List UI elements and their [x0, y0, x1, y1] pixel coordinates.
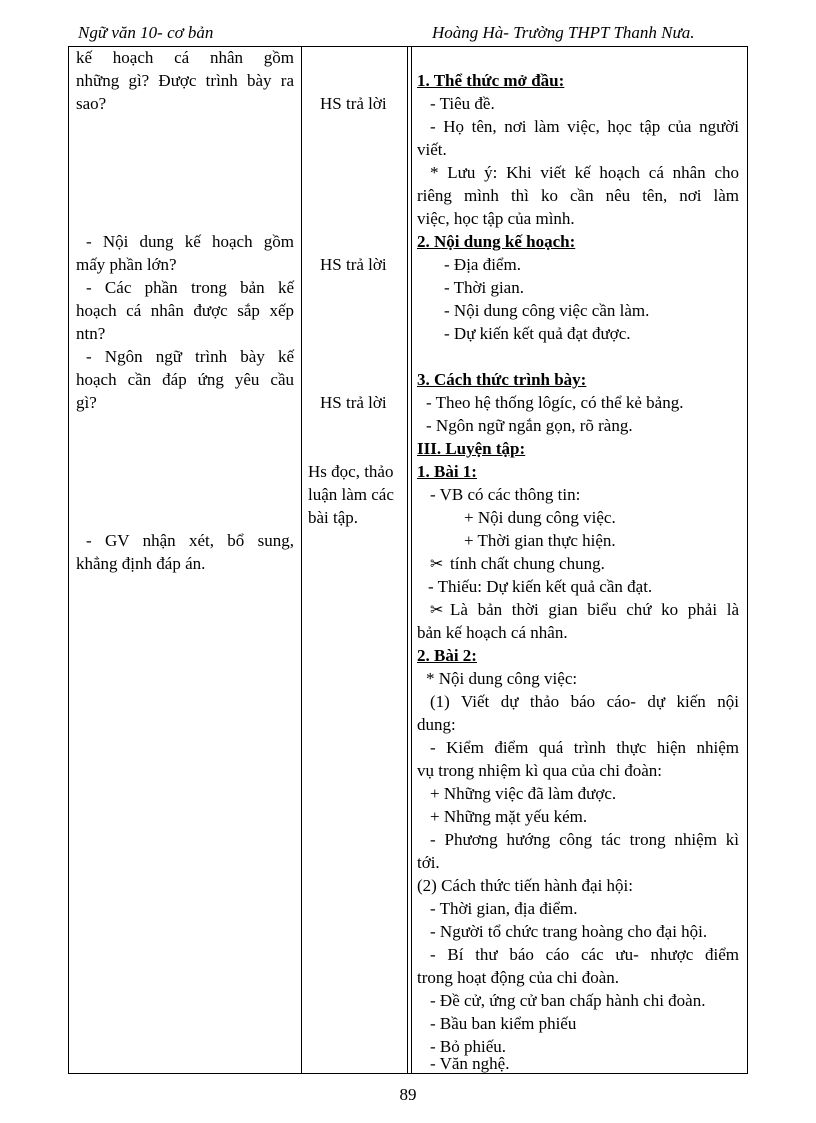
content-line: riêng mình thì ko cần nêu tên, nơi làm — [417, 186, 739, 205]
content-line: - Nội dung công việc cần làm. — [444, 301, 650, 320]
content-line: - Phương hướng công tác trong nhiệm kì — [430, 830, 739, 849]
section-title: 1. Thể thức mở đầu: — [417, 71, 565, 90]
question-line: - Nội dung kế hoạch gồm — [86, 232, 294, 251]
page-number: 89 — [399, 1085, 417, 1104]
section-title: 2. Nội dung kế hoạch: — [417, 232, 576, 251]
section-title: 3. Cách thức trình bày: — [417, 370, 587, 389]
content-line: - Địa điểm. — [444, 255, 521, 274]
content-line: ✂ tính chất chung chung. — [430, 554, 605, 573]
column-divider — [301, 46, 302, 1074]
content-line: - Thời gian. — [444, 278, 524, 297]
question-line: sao? — [76, 94, 107, 113]
question-line: khẳng định đáp án. — [76, 554, 206, 573]
content-line: trong hoạt động của chi đoàn. — [417, 968, 620, 987]
section-title: III. Luyện tập: — [417, 439, 526, 458]
content-line: + Nội dung công việc. — [464, 508, 616, 527]
content-line: - VB có các thông tin: — [430, 485, 581, 504]
column-divider — [407, 46, 408, 1074]
exercise-title: 1. Bài 1: — [417, 462, 477, 481]
content-line: - Dự kiến kết quả đạt được. — [444, 324, 631, 343]
content-line: * Nội dung công việc: — [426, 669, 578, 688]
content-line: - Họ tên, nơi làm việc, học tập của người — [430, 117, 739, 136]
student-activity: HS trả lời — [320, 255, 387, 274]
student-activity: luận làm các — [308, 485, 394, 504]
question-line: hoạch cần đáp ứng yêu cầu — [76, 370, 294, 389]
scissors-icon: ✂ — [430, 554, 444, 573]
content-line: + Thời gian thực hiện. — [464, 531, 616, 550]
student-activity: Hs đọc, thảo — [308, 462, 394, 481]
question-line: - Ngôn ngữ trình bày kế — [86, 347, 294, 366]
column-divider — [411, 46, 412, 1074]
content-line: tới. — [417, 853, 440, 872]
scissors-icon: ✂ — [430, 600, 444, 619]
question-line: - GV nhận xét, bổ sung, — [86, 531, 294, 550]
student-activity: bài tập. — [308, 508, 359, 527]
header-subject: Ngữ văn 10- cơ bản — [78, 23, 214, 42]
content-line: - Bỏ phiếu. — [430, 1037, 507, 1056]
exercise-title: 2. Bài 2: — [417, 646, 477, 665]
content-line: - Bí thư báo cáo các ưu- nhược điểm — [430, 945, 739, 964]
question-line: - Các phần trong bản kế — [86, 278, 294, 297]
question-line: ntn? — [76, 324, 106, 343]
content-line: * Lưu ý: Khi viết kế hoạch cá nhân cho — [430, 163, 739, 182]
content-line: việc, học tập của mình. — [417, 209, 575, 228]
content-line: (1) Viết dự thảo báo cáo- dự kiến nội — [430, 692, 739, 711]
header-author: Hoàng Hà- Trường THPT Thanh Nưa. — [432, 23, 695, 42]
question-line: gì? — [76, 393, 97, 412]
content-line: + Những mặt yếu kém. — [430, 807, 588, 826]
content-line: - Bầu ban kiểm phiếu — [430, 1014, 577, 1033]
content-line: + Những việc đã làm được. — [430, 784, 617, 803]
content-line: dung: — [417, 715, 456, 734]
content-line: - Thời gian, địa điểm. — [430, 899, 578, 918]
question-line: kế hoạch cá nhân gồm — [76, 48, 294, 67]
content-line: bản kế hoạch cá nhân. — [417, 623, 568, 642]
content-line: viết. — [417, 140, 447, 159]
student-activity: HS trả lời — [320, 94, 387, 113]
content-line: - Người tổ chức trang hoàng cho đại hội. — [430, 922, 708, 941]
student-activity: HS trả lời — [320, 393, 387, 412]
question-line: hoạch cá nhân được sắp xếp — [76, 301, 294, 320]
content-line: ✂ Là bản thời gian biểu chứ ko phải là — [430, 600, 739, 619]
content-line: - Tiêu đề. — [430, 94, 495, 113]
content-line: - Đề cử, ứng cử ban chấp hành chi đoàn. — [430, 991, 706, 1010]
content-line: - Thiếu: Dự kiến kết quả cần đạt. — [428, 577, 653, 596]
content-line: vụ trong nhiệm kì qua của chi đoàn: — [417, 761, 663, 780]
question-line: những gì? Được trình bày ra — [76, 71, 294, 90]
content-line: - Kiểm điểm quá trình thực hiện nhiệm — [430, 738, 739, 757]
content-line: - Theo hệ thống lôgíc, có thể kẻ bảng. — [426, 393, 684, 412]
content-line: - Văn nghệ. — [430, 1054, 510, 1073]
content-line: (2) Cách thức tiến hành đại hội: — [417, 876, 633, 895]
content-line: - Ngôn ngữ ngắn gọn, rõ ràng. — [426, 416, 633, 435]
question-line: mấy phần lớn? — [76, 255, 177, 274]
